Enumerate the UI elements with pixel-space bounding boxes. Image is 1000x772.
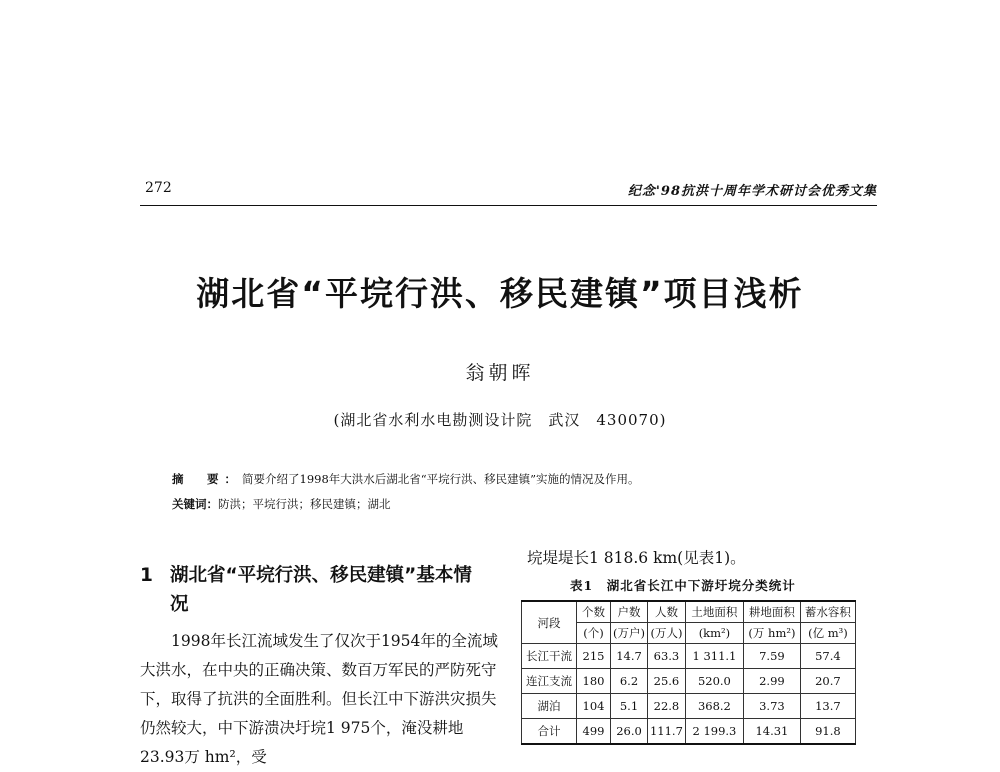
table-row <box>522 644 856 669</box>
header-population: 人数 <box>647 601 685 623</box>
table-cell: 5.1 <box>611 694 648 719</box>
table-cell: 14.31 <box>743 719 800 745</box>
header-land-area: 土地面积 <box>685 601 743 623</box>
table-cell: 180 <box>577 669 611 694</box>
section-heading <box>140 561 500 619</box>
body-paragraph: 1998年长江流域发生了仅次于1954年的全流域大洪水，在中央的正确决策、数百万军民的严防死守下，取得了抗洪的全面胜利。但长江中下游洪灾损失仍然较大，中下游溃决圩垸1 975个，淹没耕地23.93万 hm²，受 <box>140 632 498 766</box>
table-row-total <box>522 719 856 745</box>
table-row <box>522 694 856 719</box>
table-cell: 1 311.1 <box>685 644 743 669</box>
row-region: 合计 <box>522 719 577 745</box>
keywords-label: 关键词： <box>172 497 218 511</box>
abstract-label: 摘 要： <box>172 472 242 486</box>
table-cell: 57.4 <box>800 644 855 669</box>
table-caption: 表1 湖北省长江中下游圩垸分类统计 <box>570 578 796 593</box>
abstract <box>172 471 872 487</box>
header-farmland-area: 耕地面积 <box>743 601 800 623</box>
section-heading-line1: 湖北省“平垸行洪、移民建镇”基本情 <box>170 565 472 586</box>
table-cell: 6.2 <box>611 669 648 694</box>
unit-count: (个) <box>577 623 611 644</box>
stats-table <box>521 600 856 745</box>
table-row <box>522 669 856 694</box>
abstract-text: 简要介绍了1998年大洪水后湖北省“平垸行洪、移民建镇”实施的情况及作用。 <box>242 472 640 486</box>
page-number: 272 <box>145 180 172 196</box>
header-count: 个数 <box>577 601 611 623</box>
table-cell: 7.59 <box>743 644 800 669</box>
table-cell: 26.0 <box>611 719 648 745</box>
table-cell: 2.99 <box>743 669 800 694</box>
table-cell: 25.6 <box>647 669 685 694</box>
row-region: 长江干流 <box>522 644 577 669</box>
header-households: 户数 <box>611 601 648 623</box>
table-cell: 3.73 <box>743 694 800 719</box>
table-cell: 111.7 <box>647 719 685 745</box>
unit-farmland-area: (万 hm²) <box>743 623 800 644</box>
header-rule <box>140 205 877 206</box>
table-cell: 14.7 <box>611 644 648 669</box>
right-column-text: 垸堤堤长1 818.6 km(见表1)。 <box>527 549 746 567</box>
section-heading-line2: 况 <box>170 594 189 615</box>
row-region: 湖泊 <box>522 694 577 719</box>
keywords-text: 防洪；平垸行洪；移民建镇；湖北 <box>218 497 391 511</box>
table-cell: 104 <box>577 694 611 719</box>
author-affiliation: (湖北省水利水电勘测设计院 武汉 430070) <box>333 411 667 429</box>
body-text <box>140 627 500 772</box>
keywords <box>172 496 872 512</box>
table-cell: 499 <box>577 719 611 745</box>
section-number: 1 <box>140 565 153 586</box>
unit-population: (万人) <box>647 623 685 644</box>
author-name: 翁朝晖 <box>465 362 535 384</box>
table-cell: 368.2 <box>685 694 743 719</box>
paper-title: 湖北省“平垸行洪、移民建镇”项目浅析 <box>196 274 804 313</box>
table-cell: 63.3 <box>647 644 685 669</box>
table-cell: 2 199.3 <box>685 719 743 745</box>
unit-storage-capacity: (亿 m³) <box>800 623 855 644</box>
header-storage-capacity: 蓄水容积 <box>800 601 855 623</box>
table-cell: 22.8 <box>647 694 685 719</box>
table-cell: 20.7 <box>800 669 855 694</box>
running-head: 纪念'98抗洪十周年学术研讨会优秀文集 <box>627 184 877 199</box>
row-region: 连江支流 <box>522 669 577 694</box>
region-header: 河段 <box>522 601 577 644</box>
table-cell: 13.7 <box>800 694 855 719</box>
unit-households: (万户) <box>611 623 648 644</box>
table-cell: 520.0 <box>685 669 743 694</box>
table-cell: 91.8 <box>800 719 855 745</box>
table-cell: 215 <box>577 644 611 669</box>
unit-land-area: (km²) <box>685 623 743 644</box>
